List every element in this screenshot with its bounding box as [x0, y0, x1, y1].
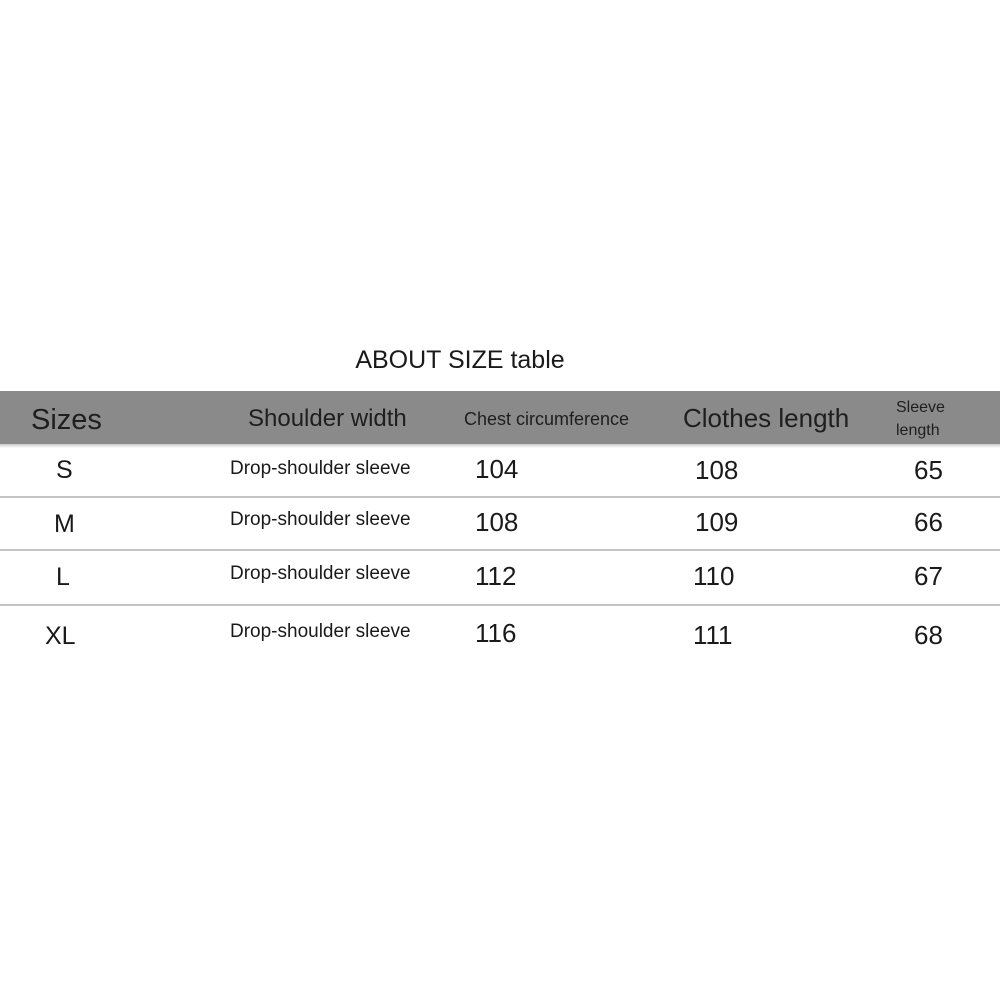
chest-cell: 116	[475, 618, 517, 648]
row-divider	[0, 496, 1000, 498]
header-shoulder-width: Shoulder width	[248, 405, 407, 432]
shoulder-cell: Drop-shoulder sleeve	[230, 509, 411, 530]
size-cell: L	[56, 563, 70, 591]
shoulder-cell: Drop-shoulder sleeve	[230, 458, 411, 479]
header-sizes: Sizes	[31, 404, 102, 436]
sleeve-cell: 65	[914, 455, 943, 485]
header-clothes-length: Clothes length	[683, 403, 850, 433]
sleeve-cell: 67	[914, 561, 943, 591]
size-cell: S	[56, 456, 73, 484]
shoulder-cell: Drop-shoulder sleeve	[230, 563, 411, 584]
length-cell: 109	[695, 507, 739, 537]
chest-cell: 104	[475, 454, 519, 484]
sleeve-cell: 66	[914, 507, 943, 537]
chest-cell: 112	[475, 561, 517, 591]
length-cell: 110	[693, 561, 735, 591]
length-cell: 108	[695, 455, 739, 485]
size-cell: M	[54, 510, 75, 538]
size-cell: XL	[45, 622, 76, 650]
chest-cell: 108	[475, 507, 519, 537]
row-divider	[0, 604, 1000, 606]
header-shadow	[0, 444, 1000, 448]
header-chest-circumference: Chest circumference	[464, 409, 630, 429]
length-cell: 111	[693, 620, 733, 650]
header-sleeve-length: Sleeve length	[896, 399, 945, 439]
row-divider	[0, 549, 1000, 551]
shoulder-cell: Drop-shoulder sleeve	[230, 621, 411, 642]
page-title: ABOUT SIZE table	[355, 346, 565, 374]
sleeve-cell: 68	[914, 620, 943, 650]
